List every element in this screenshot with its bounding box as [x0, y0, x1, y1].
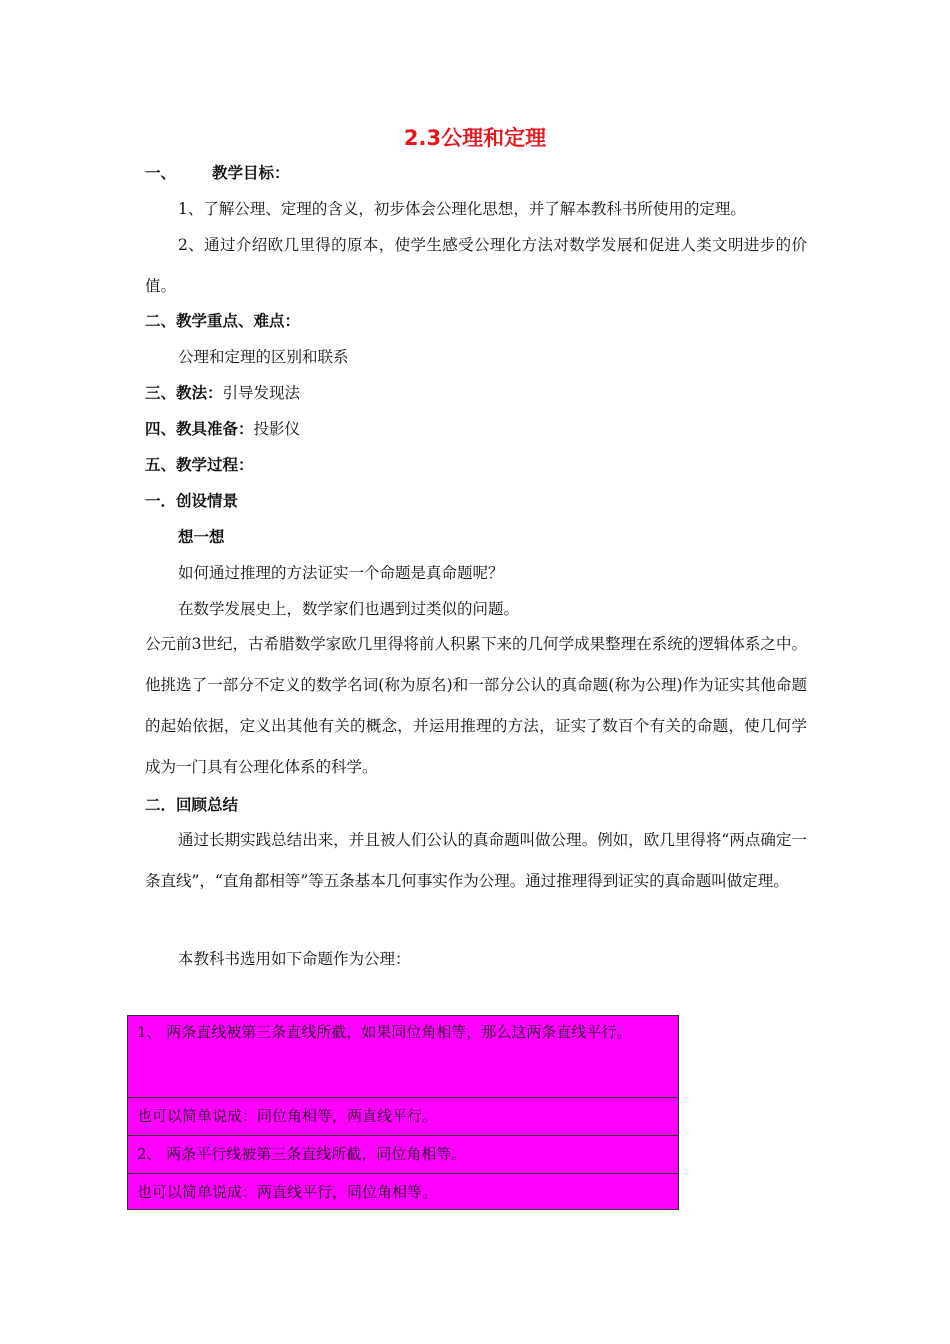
method-label: 三、教法：	[145, 384, 223, 402]
axiom-1-short-row	[128, 1098, 678, 1136]
axiom-2-short-text: 也可以简单说成：两直线平行，同位角相等。	[137, 1183, 438, 1201]
axiom-1-row	[128, 1016, 678, 1098]
section-label: 教学目标：	[212, 164, 290, 182]
part-2-heading: 二．回顾总结	[145, 796, 239, 814]
section-process-heading: 五、教学过程：	[145, 456, 254, 474]
think-heading: 想一想	[178, 528, 225, 546]
axiom-2-row	[128, 1136, 678, 1174]
history-paragraph: 公元前3世纪，古希腊数学家欧几里得将前人积累下来的几何学成果整理在系统的逻辑体系之中。他挑选了一部分不定义的数学名词(称为原名)和一部分公认的真命题(称为公理)作为证实其他命题的起始依据，定义出其他有关的概念，并运用推理的方法，证实了数百个有关的命题，使几何学成为一门具有公理化体系的科学。	[145, 635, 807, 776]
section-keypoints-heading: 二、教学重点、难点：	[145, 312, 301, 330]
tools-label: 四、教具准备：	[145, 420, 254, 438]
section-method	[145, 383, 300, 403]
objective-2: 2、通过介绍欧几里得的原本，使学生感受公理化方法对数学发展和促进人类文明进步的价值。	[145, 236, 807, 295]
question-2: 在数学发展史上，数学家们也遇到过类似的问题。	[178, 600, 520, 618]
axiom-intro: 本教科书选用如下命题作为公理：	[178, 950, 411, 968]
tools-value: 投影仪	[253, 420, 301, 438]
summary-paragraph: 通过长期实践总结出来，并且被人们公认的真命题叫做公理。例如，欧几里得将“两点确定一条直线”，“直角都相等”等五条基本几何事实作为公理。通过推理得到证实的真命题叫做定理。	[145, 831, 807, 890]
method-value: 引导发现法	[222, 384, 301, 402]
axiom-1-short-text: 也可以简单说成：同位角相等，两直线平行。	[137, 1107, 438, 1125]
axiom-1-text: 1、 两条直线被第三条直线所截，如果同位角相等，那么这两条直线平行。	[137, 1023, 632, 1041]
page-title: 2.3公理和定理	[403, 126, 547, 150]
keypoints-text: 公理和定理的区别和联系	[178, 348, 349, 366]
axiom-2-short-row	[128, 1174, 678, 1211]
section-objectives-heading	[145, 163, 290, 183]
axiom-2-text: 2、 两条平行线被第三条直线所截，同位角相等。	[137, 1145, 467, 1163]
part-1-heading: 一．创设情景	[145, 492, 239, 510]
axiom-box	[127, 1015, 679, 1210]
objective-1: 1、了解公理、定理的含义，初步体会公理化思想，并了解本教科书所使用的定理。	[178, 200, 746, 218]
section-number: 一、	[145, 164, 177, 182]
question-1: 如何通过推理的方法证实一个命题是真命题呢？	[178, 564, 504, 582]
section-tools	[145, 419, 300, 439]
